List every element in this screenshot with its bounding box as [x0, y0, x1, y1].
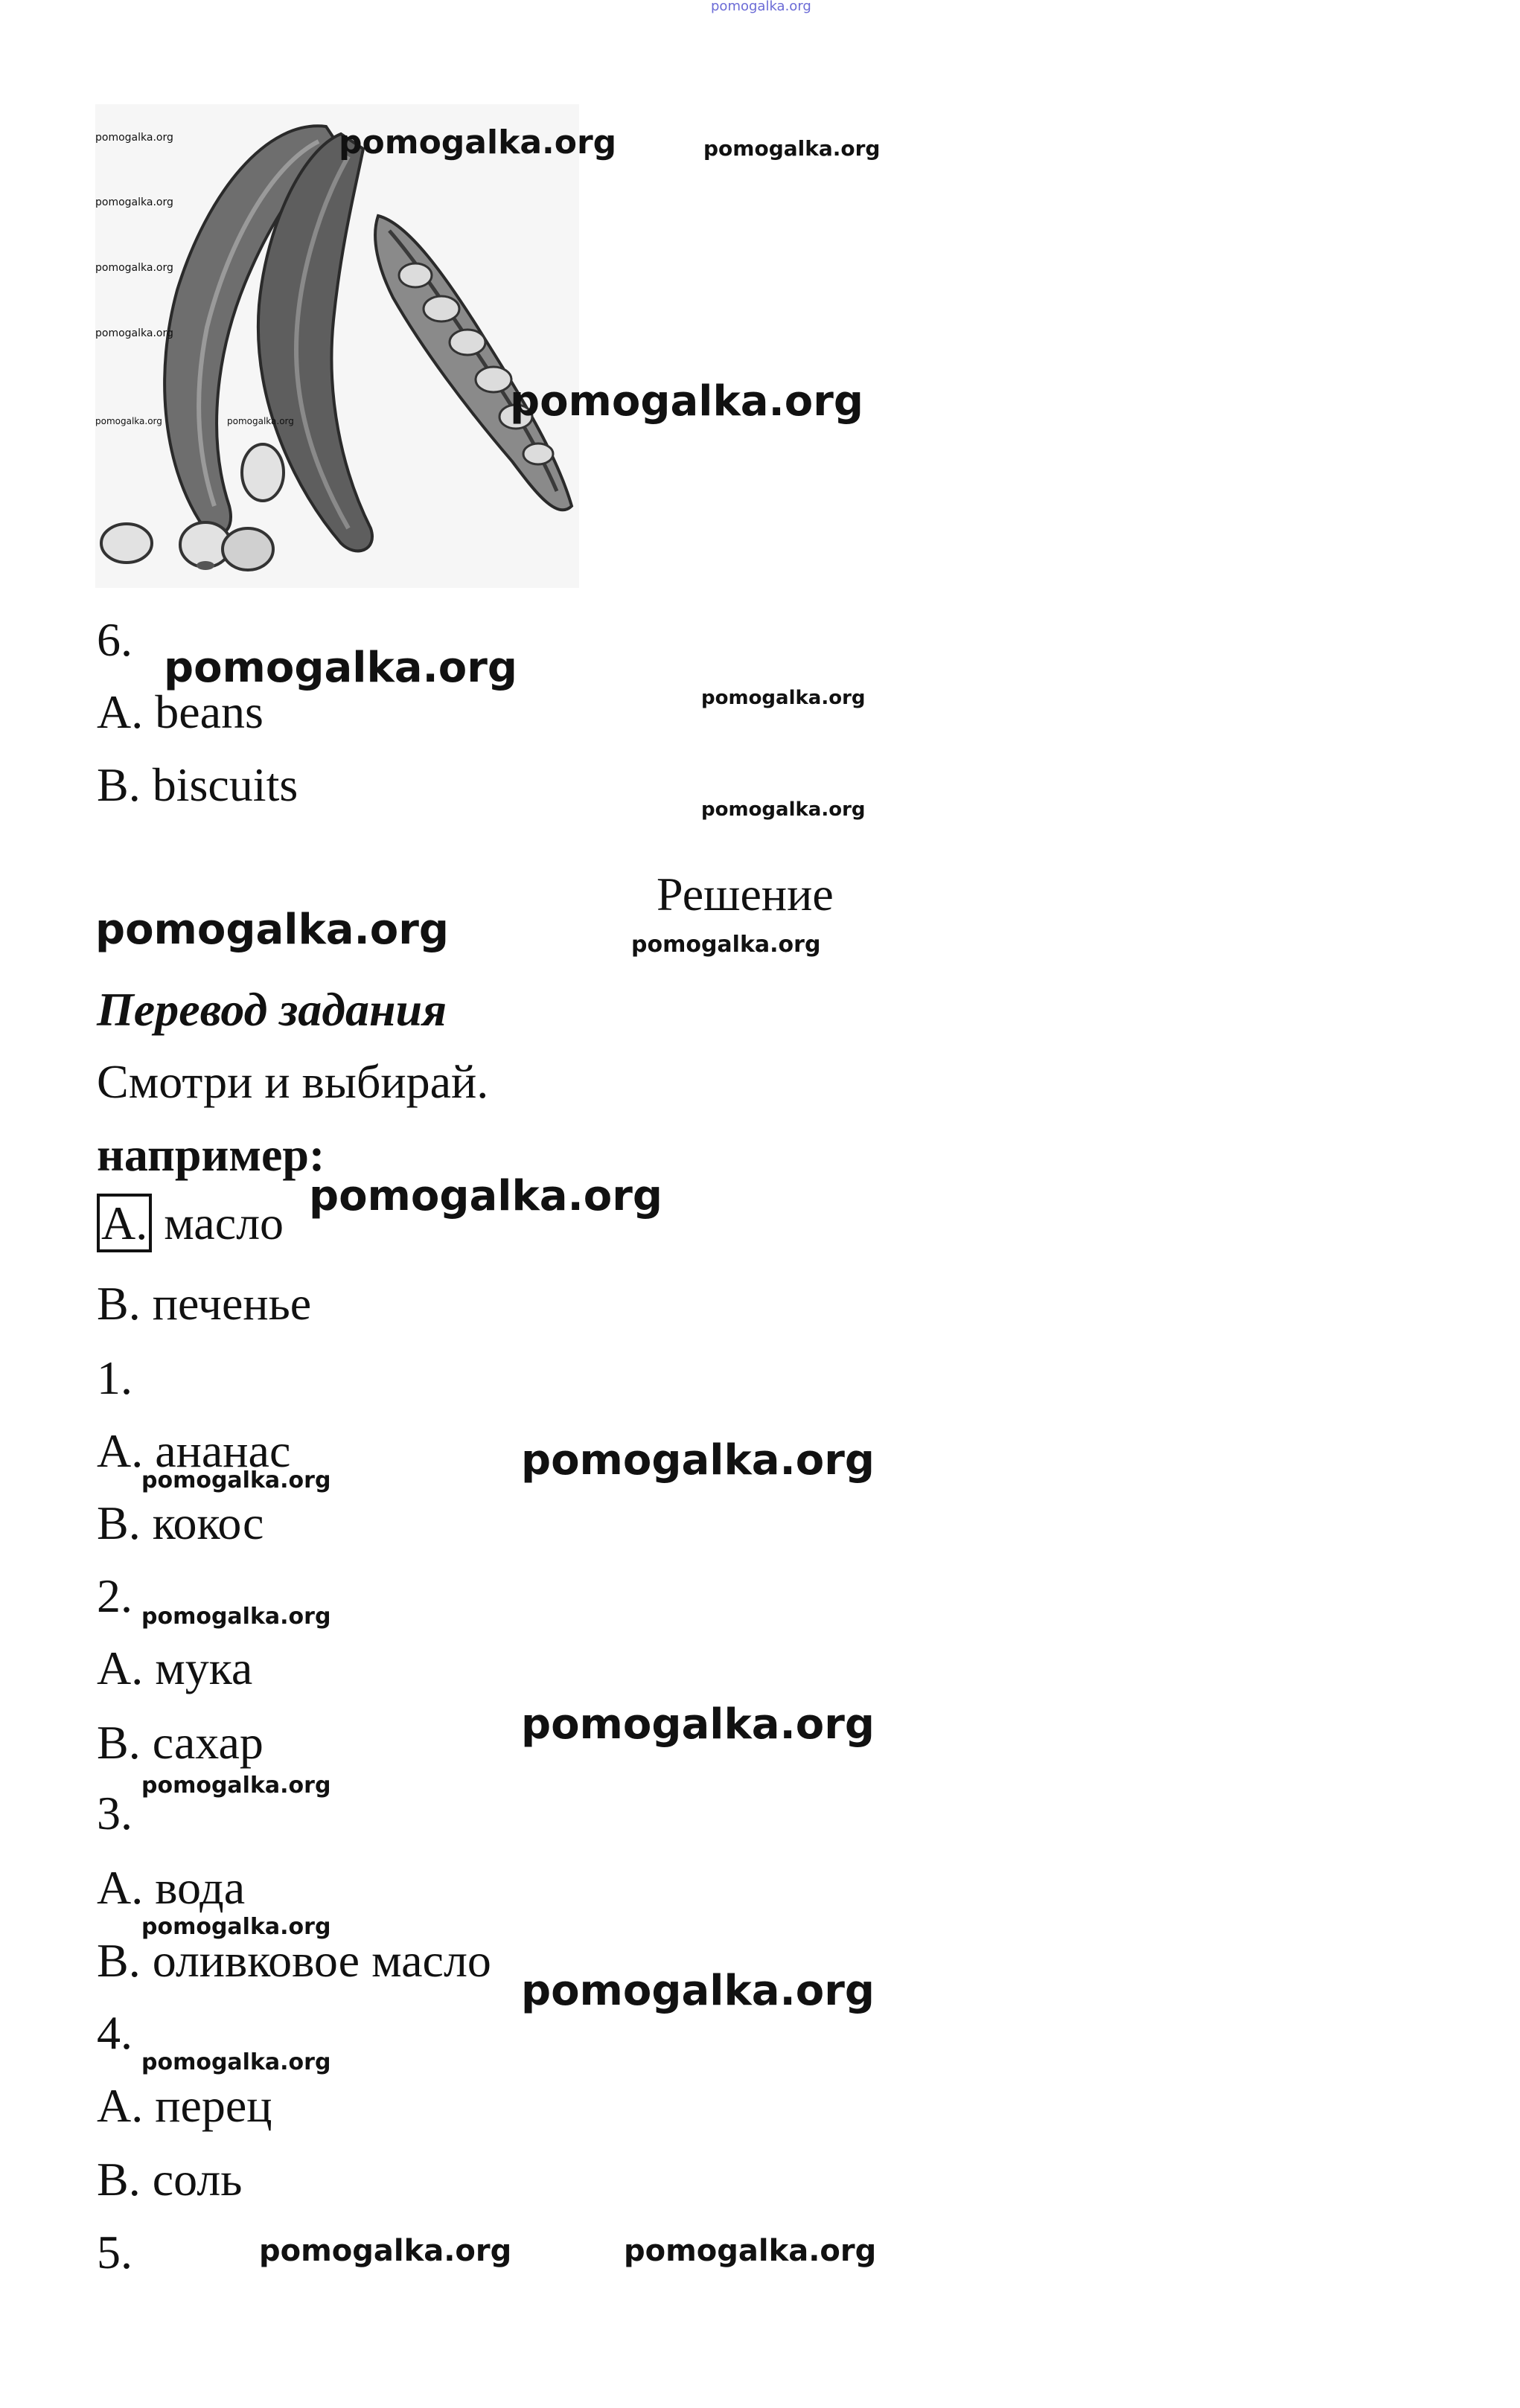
item-option-b: B. кокос — [97, 1496, 264, 1549]
watermark: pomogalka.org — [95, 132, 173, 144]
watermark: pomogalka.org — [259, 2234, 512, 2268]
watermark: pomogalka.org — [521, 1967, 875, 2015]
solution-label: Решение — [657, 868, 834, 920]
watermark: pomogalka.org — [309, 1172, 662, 1220]
watermark: pomogalka.org — [227, 416, 294, 426]
watermark: pomogalka.org — [510, 377, 863, 426]
watermark: pomogalka.org — [141, 1604, 331, 1630]
watermark: pomogalka.org — [95, 906, 449, 954]
watermark: pomogalka.org — [95, 416, 162, 426]
item-option-b: B. сахар — [97, 1716, 264, 1769]
watermark: pomogalka.org — [141, 1914, 331, 1940]
item-option-a: A. ананас — [97, 1424, 291, 1477]
item-number: 2. — [97, 1569, 132, 1622]
item-number: 3. — [97, 1787, 132, 1839]
selected-answer-box: A. — [97, 1194, 152, 1252]
instruction-text: Смотри и выбирай. — [97, 1055, 489, 1108]
watermark: pomogalka.org — [164, 644, 517, 692]
watermark-top: pomogalka.org — [711, 0, 811, 14]
item-option-b: B. соль — [97, 2153, 243, 2206]
watermark: pomogalka.org — [703, 136, 881, 161]
watermark: pomogalka.org — [141, 1467, 331, 1493]
item-option-a: A. вода — [97, 1861, 246, 1914]
item-option-a: A. перец — [97, 2079, 272, 2132]
task-number: 6. — [97, 613, 132, 666]
watermark: pomogalka.org — [95, 262, 173, 274]
watermark: pomogalka.org — [701, 687, 866, 709]
watermark: pomogalka.org — [624, 2234, 877, 2268]
item-number: 4. — [97, 2006, 132, 2059]
item-option-a: A. мука — [97, 1642, 253, 1694]
option-a: A. beans — [97, 685, 264, 738]
example-option-b: B. печенье — [97, 1277, 312, 1330]
translation-heading: Перевод задания — [97, 983, 447, 1036]
example-option-a-text: масло — [164, 1197, 284, 1249]
watermark: pomogalka.org — [141, 1773, 331, 1799]
watermark: pomogalka.org — [95, 327, 173, 339]
watermark: pomogalka.org — [95, 196, 173, 208]
watermark: pomogalka.org — [339, 124, 617, 161]
watermark: pomogalka.org — [701, 798, 866, 821]
item-option-b: B. оливковое масло — [97, 1934, 491, 1987]
example-label: например: — [97, 1128, 325, 1181]
example-option-a — [97, 1197, 284, 1249]
watermark: pomogalka.org — [631, 932, 821, 958]
item-number: 5. — [97, 2226, 132, 2279]
watermark: pomogalka.org — [141, 2049, 331, 2075]
watermark: pomogalka.org — [521, 1700, 875, 1749]
item-number: 1. — [97, 1351, 132, 1404]
bean-pods-illustration — [95, 104, 579, 588]
watermark: pomogalka.org — [521, 1436, 875, 1485]
option-b: B. biscuits — [97, 758, 298, 811]
